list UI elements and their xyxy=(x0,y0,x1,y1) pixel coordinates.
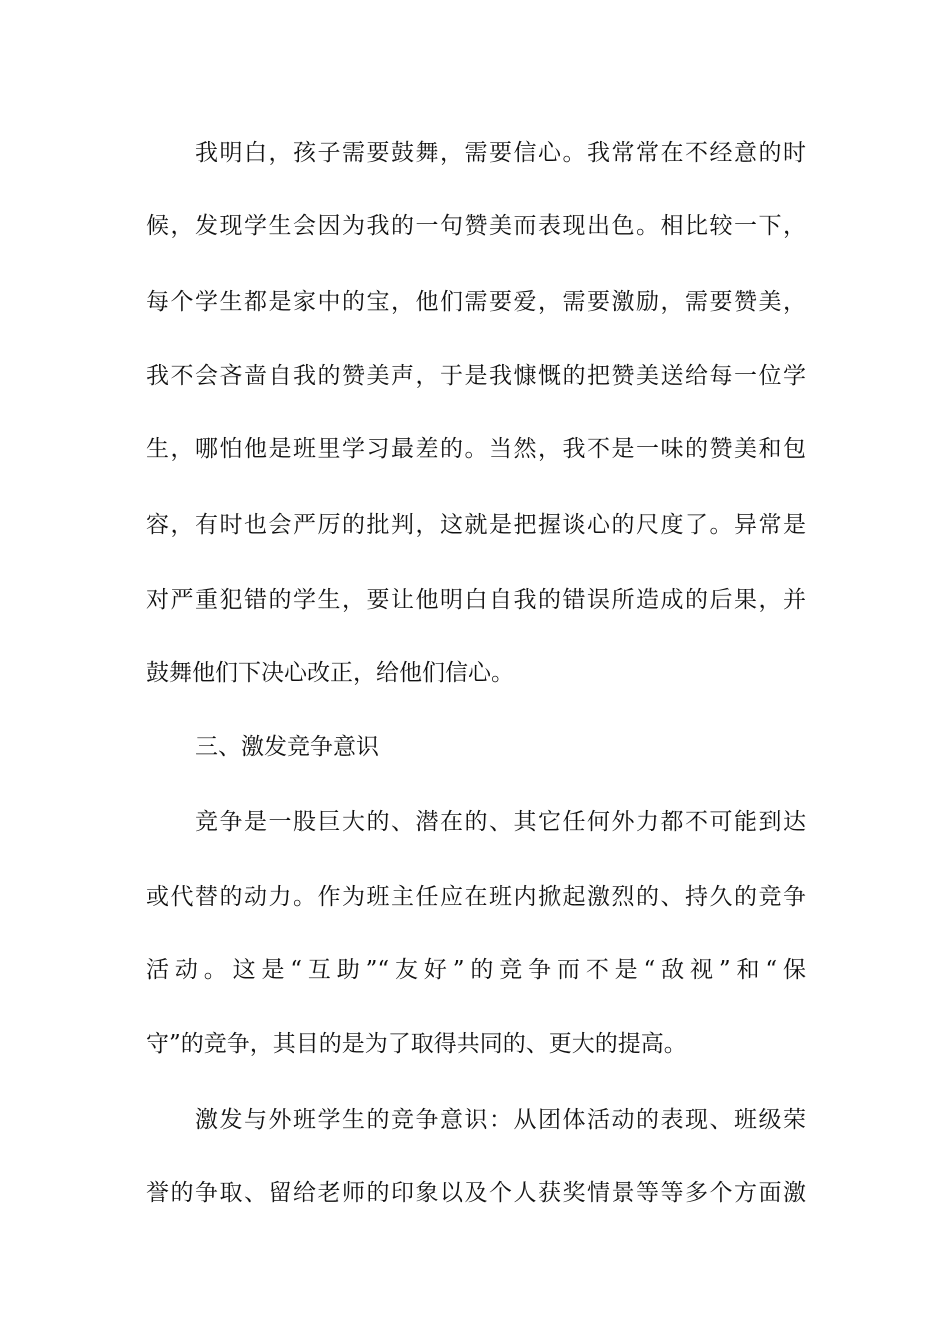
paragraph-line: 竞争是一股巨大的、潜在的、其它任何外力都不可能到达 xyxy=(195,809,806,835)
paragraph-line: 生，哪怕他是班里学习最差的。当然，我不是一味的赞美和包 xyxy=(146,436,806,462)
paragraph-line: 鼓舞他们下决心改正，给他们信心。 xyxy=(146,660,514,686)
paragraph-line: 我不会吝啬自我的赞美声，于是我慷慨的把赞美送给每一位学 xyxy=(146,363,806,389)
paragraph-line: 激发与外班学生的竞争意识：从团体活动的表现、班级荣 xyxy=(195,1107,806,1133)
paragraph-line: 守”的竞争，其目的是为了取得共同的、更大的提高。 xyxy=(146,1031,687,1057)
paragraph-line: 候，发现学生会因为我的一句赞美而表现出色。相比较一下， xyxy=(146,213,806,239)
paragraph-line: 活动。这是“互助”“友好”的竞争而不是“敌视”和“保 xyxy=(146,957,806,983)
section-heading: 三、激发竞争意识 xyxy=(195,734,379,760)
paragraph-line: 容，有时也会严厉的批判，这就是把握谈心的尺度了。异常是 xyxy=(146,512,806,538)
paragraph-line: 我明白，孩子需要鼓舞，需要信心。我常常在不经意的时 xyxy=(195,140,806,166)
paragraph-line: 对严重犯错的学生，要让他明白自我的错误所造成的后果，并 xyxy=(146,587,806,613)
paragraph-line: 或代替的动力。作为班主任应在班内掀起激烈的、持久的竞争 xyxy=(146,884,806,910)
paragraph-line: 誉的争取、留给老师的印象以及个人获奖情景等等多个方面激 xyxy=(146,1180,806,1206)
paragraph-line: 每个学生都是家中的宝，他们需要爱，需要激励，需要赞美， xyxy=(146,289,806,315)
